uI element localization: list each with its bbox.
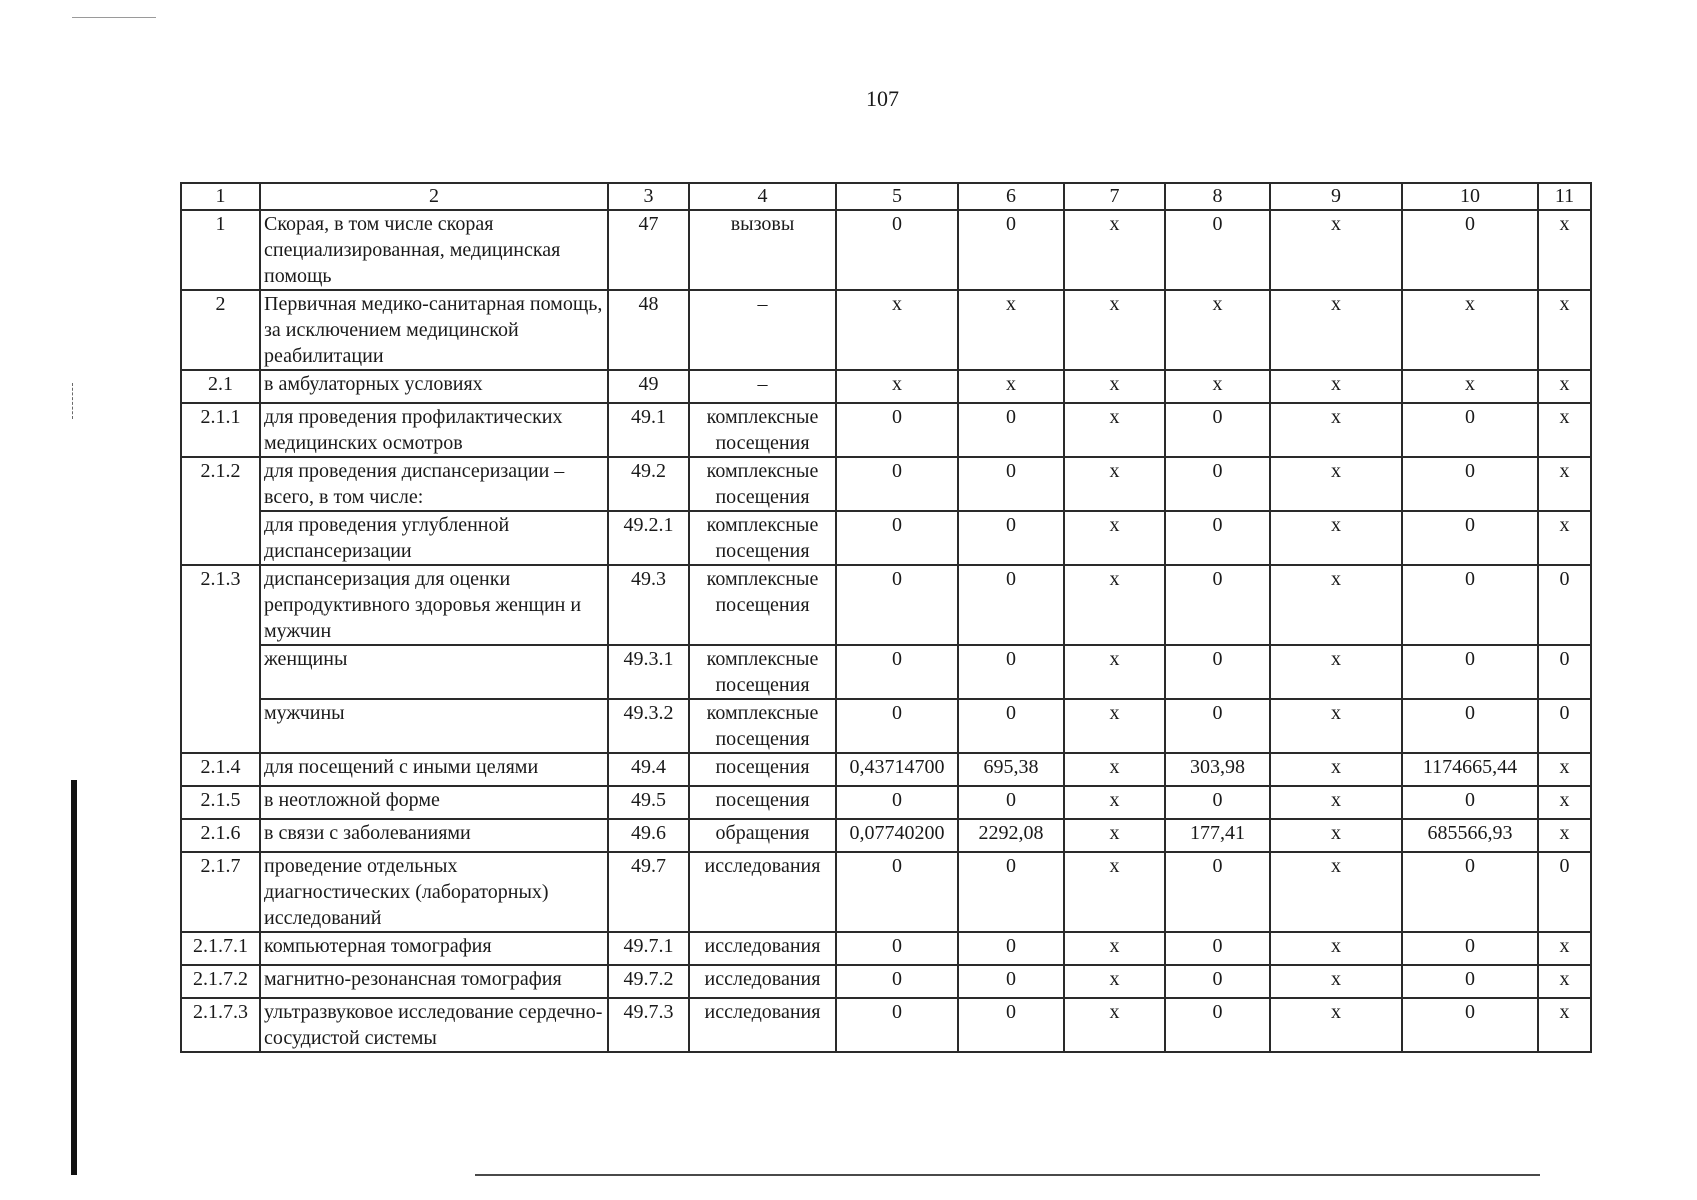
row-code: 49.7.1: [608, 932, 689, 965]
row-col-5: 0: [836, 965, 958, 998]
row-code: 49.7.3: [608, 998, 689, 1052]
row-unit: –: [689, 370, 836, 403]
row-unit: комплексные посещения: [689, 699, 836, 753]
row-col-7: х: [1064, 645, 1165, 699]
header-cell-5: 5: [836, 183, 958, 210]
table-row: [181, 699, 1591, 753]
row-unit: исследования: [689, 965, 836, 998]
row-col-8: 0: [1165, 965, 1270, 998]
row-col-8: х: [1165, 370, 1270, 403]
row-col-9: х: [1270, 786, 1402, 819]
row-col-5: 0: [836, 565, 958, 645]
row-col-10: 0: [1402, 699, 1538, 753]
row-col-7: х: [1064, 699, 1165, 753]
row-col-11: х: [1538, 965, 1591, 998]
row-col-7: х: [1064, 932, 1165, 965]
row-number: 2.1.7: [181, 852, 260, 932]
table-row: [181, 998, 1591, 1052]
row-col-10: 0: [1402, 210, 1538, 290]
table-row: [181, 290, 1591, 370]
row-col-11: х: [1538, 403, 1591, 457]
row-col-6: 0: [958, 645, 1064, 699]
row-number: 2.1: [181, 370, 260, 403]
scan-artifact-bottom-line: [475, 1174, 1540, 1176]
row-col-11: 0: [1538, 565, 1591, 645]
row-col-10: 0: [1402, 852, 1538, 932]
row-col-9: х: [1270, 998, 1402, 1052]
row-col-5: 0: [836, 852, 958, 932]
row-col-11: х: [1538, 786, 1591, 819]
table-row: [181, 565, 1591, 645]
row-col-5: 0: [836, 457, 958, 511]
table-row: [181, 932, 1591, 965]
row-unit: исследования: [689, 932, 836, 965]
row-name: для посещений с иными целями: [260, 753, 608, 786]
row-number: 2.1.3: [181, 565, 260, 753]
row-name: ультразвуковое исследование сердечно-сосудистой системы: [260, 998, 608, 1052]
row-number: 2.1.7.2: [181, 965, 260, 998]
row-col-9: х: [1270, 511, 1402, 565]
row-number: 2.1.4: [181, 753, 260, 786]
row-col-5: х: [836, 370, 958, 403]
row-code: 49.3: [608, 565, 689, 645]
row-col-7: х: [1064, 565, 1165, 645]
row-number: 2.1.1: [181, 403, 260, 457]
row-code: 49.3.1: [608, 645, 689, 699]
row-name: для проведения профилактических медицинских осмотров: [260, 403, 608, 457]
row-col-10: 0: [1402, 932, 1538, 965]
row-col-7: х: [1064, 511, 1165, 565]
row-unit: посещения: [689, 786, 836, 819]
row-number: 2.1.5: [181, 786, 260, 819]
row-col-7: х: [1064, 403, 1165, 457]
row-code: 49.5: [608, 786, 689, 819]
row-col-5: 0: [836, 403, 958, 457]
row-col-8: 303,98: [1165, 753, 1270, 786]
row-col-11: х: [1538, 932, 1591, 965]
row-name: в неотложной форме: [260, 786, 608, 819]
row-number: 2.1.7.1: [181, 932, 260, 965]
row-col-8: 0: [1165, 998, 1270, 1052]
row-unit: комплексные посещения: [689, 511, 836, 565]
row-col-10: 0: [1402, 565, 1538, 645]
table-row: [181, 965, 1591, 998]
row-col-9: х: [1270, 565, 1402, 645]
row-code: 49.2.1: [608, 511, 689, 565]
row-col-8: 0: [1165, 210, 1270, 290]
row-col-5: х: [836, 290, 958, 370]
row-unit: комплексные посещения: [689, 457, 836, 511]
row-col-6: 0: [958, 852, 1064, 932]
data-table: [180, 182, 1592, 1053]
row-col-11: х: [1538, 210, 1591, 290]
row-col-9: х: [1270, 965, 1402, 998]
table-row: [181, 819, 1591, 852]
table-row: [181, 370, 1591, 403]
row-col-7: х: [1064, 819, 1165, 852]
row-col-7: х: [1064, 290, 1165, 370]
row-unit: комплексные посещения: [689, 645, 836, 699]
table-row: [181, 511, 1591, 565]
row-code: 49.1: [608, 403, 689, 457]
page-number: 107: [866, 86, 899, 111]
row-col-6: 0: [958, 403, 1064, 457]
row-unit: обращения: [689, 819, 836, 852]
table-row: [181, 210, 1591, 290]
row-code: 47: [608, 210, 689, 290]
row-col-6: 0: [958, 699, 1064, 753]
row-col-5: 0: [836, 786, 958, 819]
header-cell-3: 3: [608, 183, 689, 210]
row-col-8: 0: [1165, 457, 1270, 511]
row-col-10: 0: [1402, 511, 1538, 565]
table-header-row: [181, 183, 1591, 210]
row-col-8: 0: [1165, 852, 1270, 932]
table-row: [181, 403, 1591, 457]
row-col-6: 0: [958, 210, 1064, 290]
row-unit: исследования: [689, 852, 836, 932]
row-name: для проведения диспансеризации – всего, в том числе:: [260, 457, 608, 511]
row-number: 1: [181, 210, 260, 290]
row-col-5: 0: [836, 699, 958, 753]
row-col-6: 0: [958, 932, 1064, 965]
row-unit: комплексные посещения: [689, 403, 836, 457]
row-col-8: 177,41: [1165, 819, 1270, 852]
row-col-10: 0: [1402, 998, 1538, 1052]
row-col-6: х: [958, 290, 1064, 370]
row-col-10: 0: [1402, 965, 1538, 998]
row-col-5: 0: [836, 645, 958, 699]
row-code: 49: [608, 370, 689, 403]
row-name: Скорая, в том числе скорая специализированная, медицинская помощь: [260, 210, 608, 290]
row-col-8: х: [1165, 290, 1270, 370]
table-row: [181, 786, 1591, 819]
row-code: 49.6: [608, 819, 689, 852]
row-col-10: 0: [1402, 457, 1538, 511]
row-unit: вызовы: [689, 210, 836, 290]
row-col-7: х: [1064, 965, 1165, 998]
row-col-5: 0,07740200: [836, 819, 958, 852]
header-cell-6: 6: [958, 183, 1064, 210]
row-col-6: 0: [958, 457, 1064, 511]
row-col-6: 2292,08: [958, 819, 1064, 852]
row-col-11: х: [1538, 753, 1591, 786]
row-col-6: х: [958, 370, 1064, 403]
row-unit: комплексные посещения: [689, 565, 836, 645]
scan-artifact-top-line: [72, 17, 156, 18]
row-col-6: 0: [958, 511, 1064, 565]
row-code: 49.3.2: [608, 699, 689, 753]
row-col-8: 0: [1165, 511, 1270, 565]
row-col-9: х: [1270, 852, 1402, 932]
row-col-5: 0: [836, 210, 958, 290]
row-code: 48: [608, 290, 689, 370]
row-col-11: 0: [1538, 852, 1591, 932]
row-number: 2.1.2: [181, 457, 260, 565]
row-number: 2.1.7.3: [181, 998, 260, 1052]
header-cell-10: 10: [1402, 183, 1538, 210]
row-col-11: х: [1538, 998, 1591, 1052]
row-name: мужчины: [260, 699, 608, 753]
row-name: для проведения углубленной диспансеризации: [260, 511, 608, 565]
row-col-10: 685566,93: [1402, 819, 1538, 852]
row-col-8: 0: [1165, 565, 1270, 645]
row-name: диспансеризация для оценки репродуктивного здоровья женщин и мужчин: [260, 565, 608, 645]
row-col-6: 695,38: [958, 753, 1064, 786]
row-unit: –: [689, 290, 836, 370]
row-col-11: х: [1538, 511, 1591, 565]
header-cell-9: 9: [1270, 183, 1402, 210]
header-cell-7: 7: [1064, 183, 1165, 210]
row-col-8: 0: [1165, 645, 1270, 699]
header-cell-4: 4: [689, 183, 836, 210]
row-col-6: 0: [958, 965, 1064, 998]
row-col-9: х: [1270, 457, 1402, 511]
row-col-5: 0,43714700: [836, 753, 958, 786]
scan-artifact-left-dashes: [72, 383, 74, 419]
table-row: [181, 645, 1591, 699]
row-code: 49.4: [608, 753, 689, 786]
scan-artifact-left-bar: [71, 780, 77, 1175]
row-col-9: х: [1270, 645, 1402, 699]
row-col-6: 0: [958, 786, 1064, 819]
row-name: магнитно-резонансная томография: [260, 965, 608, 998]
row-col-11: х: [1538, 819, 1591, 852]
row-col-7: х: [1064, 457, 1165, 511]
header-cell-8: 8: [1165, 183, 1270, 210]
row-code: 49.2: [608, 457, 689, 511]
row-col-10: 0: [1402, 645, 1538, 699]
table-row: [181, 457, 1591, 511]
row-col-10: х: [1402, 370, 1538, 403]
header-cell-11: 11: [1538, 183, 1591, 210]
row-col-9: х: [1270, 819, 1402, 852]
row-col-10: 0: [1402, 786, 1538, 819]
row-col-5: 0: [836, 998, 958, 1052]
row-col-7: х: [1064, 852, 1165, 932]
row-unit: исследования: [689, 998, 836, 1052]
row-col-9: х: [1270, 932, 1402, 965]
row-col-9: х: [1270, 403, 1402, 457]
row-col-7: х: [1064, 786, 1165, 819]
row-name: компьютерная томография: [260, 932, 608, 965]
row-col-6: 0: [958, 565, 1064, 645]
table-row: [181, 753, 1591, 786]
header-cell-1: 1: [181, 183, 260, 210]
row-col-11: 0: [1538, 699, 1591, 753]
row-col-9: х: [1270, 210, 1402, 290]
row-col-7: х: [1064, 998, 1165, 1052]
row-number: 2.1.6: [181, 819, 260, 852]
row-col-9: х: [1270, 753, 1402, 786]
row-code: 49.7.2: [608, 965, 689, 998]
row-col-7: х: [1064, 210, 1165, 290]
row-col-6: 0: [958, 998, 1064, 1052]
row-name: в связи с заболеваниями: [260, 819, 608, 852]
header-cell-2: 2: [260, 183, 608, 210]
row-unit: посещения: [689, 753, 836, 786]
row-number: 2: [181, 290, 260, 370]
row-col-7: х: [1064, 753, 1165, 786]
row-col-9: х: [1270, 290, 1402, 370]
row-col-5: 0: [836, 511, 958, 565]
row-name: женщины: [260, 645, 608, 699]
row-col-8: 0: [1165, 786, 1270, 819]
row-name: проведение отдельных диагностических (лабораторных) исследований: [260, 852, 608, 932]
row-col-8: 0: [1165, 932, 1270, 965]
row-col-7: х: [1064, 370, 1165, 403]
row-name: Первичная медико-санитарная помощь, за исключением медицинской реабилитации: [260, 290, 608, 370]
row-col-10: 1174665,44: [1402, 753, 1538, 786]
row-col-11: х: [1538, 290, 1591, 370]
row-col-11: 0: [1538, 645, 1591, 699]
row-col-11: х: [1538, 457, 1591, 511]
row-col-9: х: [1270, 699, 1402, 753]
row-col-5: 0: [836, 932, 958, 965]
row-col-10: х: [1402, 290, 1538, 370]
row-col-10: 0: [1402, 403, 1538, 457]
row-col-8: 0: [1165, 699, 1270, 753]
row-col-11: х: [1538, 370, 1591, 403]
row-name: в амбулаторных условиях: [260, 370, 608, 403]
row-code: 49.7: [608, 852, 689, 932]
row-col-8: 0: [1165, 403, 1270, 457]
row-col-9: х: [1270, 370, 1402, 403]
table-row: [181, 852, 1591, 932]
